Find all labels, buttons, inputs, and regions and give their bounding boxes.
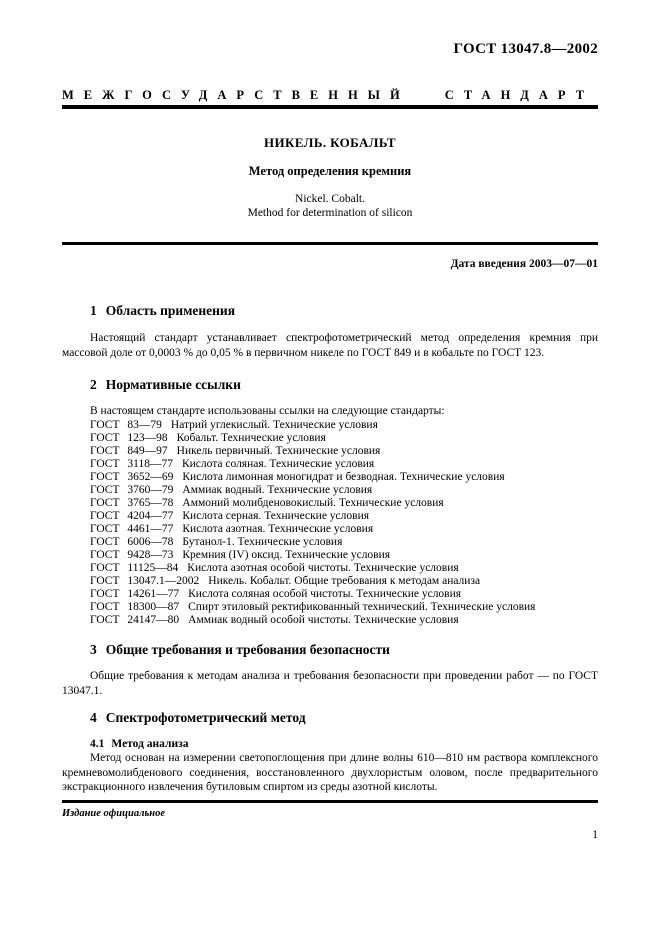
reference-code: ГОСТ 4204—77 (90, 510, 174, 522)
reference-code: ГОСТ 6006—78 (90, 536, 174, 548)
reference-code: ГОСТ 14261—77 (90, 588, 180, 600)
page-number: 1 (592, 829, 598, 841)
title-english (62, 192, 598, 220)
page-footer (62, 800, 598, 842)
reference-item (90, 575, 598, 588)
reference-title: Кислота соляная особой чистоты. Технические условия (188, 588, 462, 600)
section-1-paragraph: Настоящий стандарт устанавливает спектрофотометрический метод определения кремния при массовой доле от 0,0003 % до 0,05 % в первичном никеле по ГОСТ 849 и в кобальте по ГОСТ 123. (62, 332, 598, 359)
reference-code: ГОСТ 849—97 (90, 445, 168, 457)
reference-item (90, 601, 598, 614)
reference-title: Аммоний молибденовокислый. Технические условия (182, 497, 444, 509)
normative-references-list (62, 419, 598, 627)
reference-item (90, 445, 598, 458)
section-title: Общие требования и требования безопасности (105, 642, 390, 657)
reference-title: Спирт этиловый ректификованный технический. Технические условия (188, 601, 536, 613)
reference-code: ГОСТ 3760—79 (90, 484, 174, 496)
reference-code: ГОСТ 3765—78 (90, 497, 174, 509)
reference-title: Кислота серная. Технические условия (182, 510, 370, 522)
section-2-intro: В настоящем стандарте использованы ссылки на следующие стандарты: (90, 405, 445, 417)
reference-title: Аммиак водный. Технические условия (182, 484, 373, 496)
reference-title: Никель первичный. Технические условия (176, 445, 381, 457)
section-1-heading (62, 302, 598, 319)
section-2-heading (62, 376, 598, 393)
section-title: Нормативные ссылки (105, 377, 241, 392)
reference-title: Кислота соляная. Технические условия (181, 458, 375, 470)
reference-title: Кислота азотная особой чистоты. Технические условия (187, 562, 459, 574)
title-russian-line2: Метод определения кремния (248, 164, 412, 178)
section-number: 1 (90, 303, 97, 318)
reference-title: Натрий углекислый. Технические условия (170, 419, 378, 431)
doc-number: ГОСТ 13047.8—2002 (453, 41, 598, 57)
reference-code: ГОСТ 18300—87 (90, 601, 180, 613)
reference-code: ГОСТ 9428—73 (90, 549, 174, 561)
standard-type-banner: МЕЖГОСУДАРСТВЕННЫЙ СТАНДАРТ (62, 88, 595, 102)
reference-code: ГОСТ 83—79 (90, 419, 162, 431)
footer-rule (62, 800, 598, 803)
section-4-1-subheading (62, 737, 598, 751)
reference-code: ГОСТ 3652—69 (90, 471, 174, 483)
title-separator-rule (62, 242, 598, 245)
section-number: 4 (90, 710, 97, 725)
section-number: 2 (90, 377, 97, 392)
reference-item (90, 614, 598, 627)
reference-title: Никель. Кобальт. Общие требования к методам анализа (208, 575, 481, 587)
reference-item (90, 588, 598, 601)
reference-item (90, 510, 598, 523)
reference-title: Аммиак водный особой чистоты. Технические условия (188, 614, 459, 626)
reference-item (90, 549, 598, 562)
section-4-paragraph: Метод основан на измерении светопоглощения при длине волны 610—810 нм раствора комплексного кремневомолибденового соединения, восстановленного двухлористым оловом, после предварительного экстракционного извлечения бутиловым спиртом из среды азотной кислоты. (62, 752, 598, 793)
reference-code: ГОСТ 24147—80 (90, 614, 180, 626)
reference-item (90, 562, 598, 575)
reference-title: Кобальт. Технические условия (176, 432, 326, 444)
reference-code: ГОСТ 3118—77 (90, 458, 173, 470)
effective-date: Дата введения 2003—07—01 (450, 258, 598, 270)
reference-title: Бутанол-1. Технические условия (182, 536, 343, 548)
section-title: Спектрофотометрический метод (105, 710, 306, 725)
subsection-number: 4.1 (90, 738, 105, 750)
reference-code: ГОСТ 11125—84 (90, 562, 179, 574)
section-3-heading (62, 641, 598, 658)
reference-code: ГОСТ 123—98 (90, 432, 168, 444)
reference-item (90, 419, 598, 432)
reference-code: ГОСТ 4461—77 (90, 523, 174, 535)
reference-item (90, 471, 598, 484)
reference-item (90, 497, 598, 510)
reference-title: Кислота лимонная моногидрат и безводная. Технические условия (182, 471, 505, 483)
reference-title: Кислота азотная. Технические условия (182, 523, 374, 535)
title-russian-line1: НИКЕЛЬ. КОБАЛЬТ (264, 135, 396, 150)
reference-item (90, 484, 598, 497)
reference-item (90, 536, 598, 549)
reference-item (90, 432, 598, 445)
section-4-heading (62, 709, 598, 726)
official-edition-note: Издание официальное (62, 808, 166, 819)
reference-item (90, 458, 598, 471)
title-english-line2: Method for determination of silicon (247, 207, 413, 219)
header-rule (62, 105, 598, 109)
page-content (62, 0, 598, 795)
section-title: Область применения (105, 303, 236, 318)
section-number: 3 (90, 642, 97, 657)
reference-item (90, 523, 598, 536)
section-3-paragraph: Общие требования к методам анализа и требования безопасности при проведении работ — по ГОСТ 13047.1. (62, 670, 598, 697)
title-english-line1: Nickel. Cobalt. (295, 193, 365, 205)
reference-code: ГОСТ 13047.1—2002 (90, 575, 200, 587)
subsection-title: Метод анализа (111, 738, 189, 750)
reference-title: Кремния (IV) оксид. Технические условия (182, 549, 391, 561)
